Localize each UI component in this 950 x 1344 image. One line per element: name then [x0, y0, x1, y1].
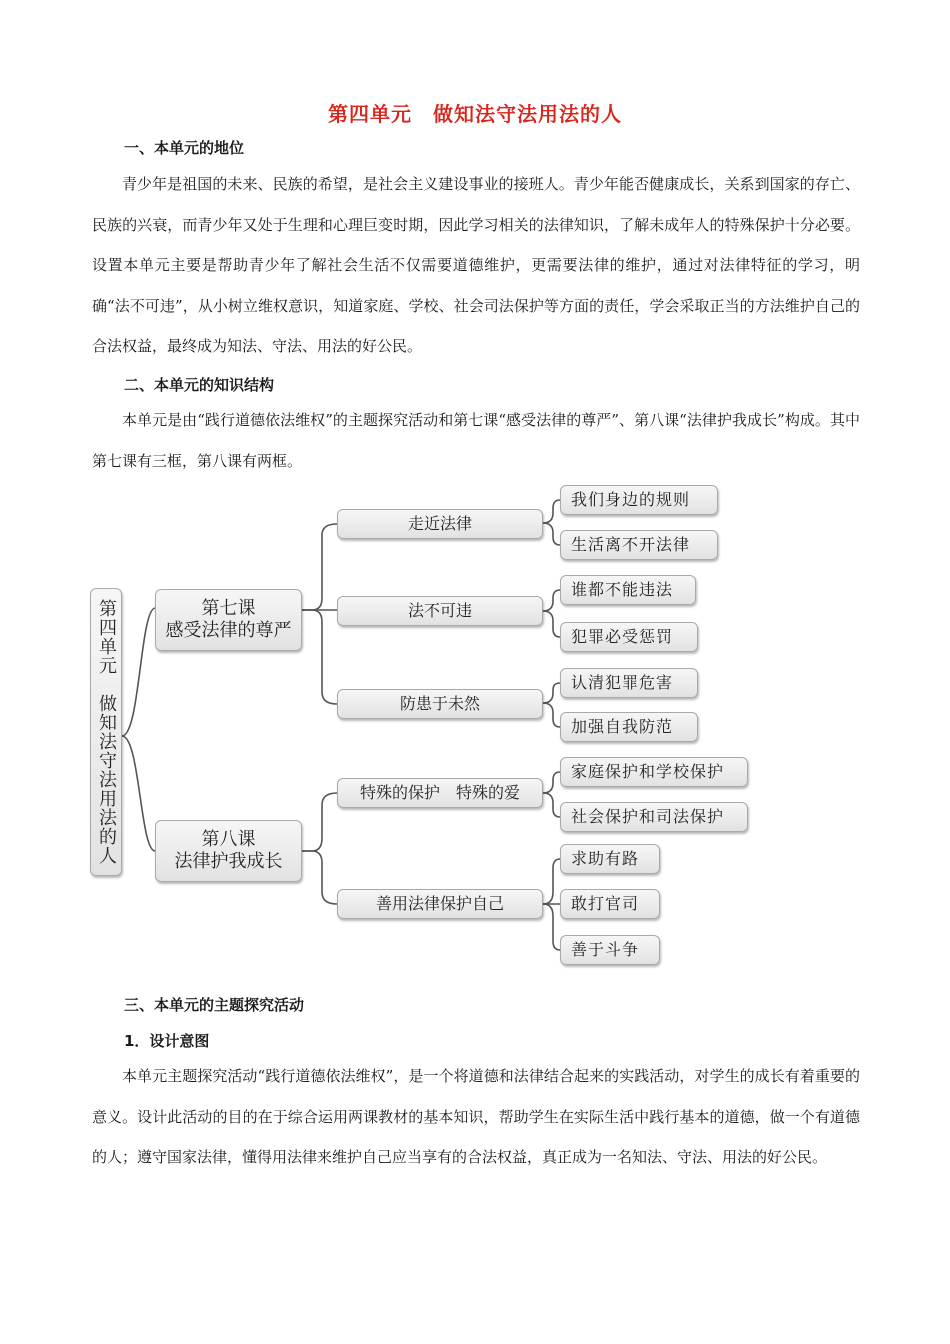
- paragraph-structure: 本单元是由“践行道德依法维权”的主题探究活动和第七课“感受法律的尊严”、第八课“法律护我成长”构成。其中第七课有三框，第八课有两框。: [92, 411, 860, 470]
- leaf-node: 认清犯罪危害: [560, 668, 698, 698]
- frame-node: 走近法律: [337, 509, 543, 539]
- lesson7-name: 感受法律的尊严: [165, 620, 292, 641]
- lesson8-name: 法律护我成长: [174, 851, 283, 872]
- frame-node: 善用法律保护自己: [337, 889, 543, 919]
- leaf-node: 生活离不开法律: [560, 530, 718, 560]
- leaf-node: 加强自我防范: [560, 712, 698, 742]
- frame-node: 特殊的保护 特殊的爱: [337, 778, 543, 808]
- frame-node: 防患于未然: [337, 689, 543, 719]
- leaf-node: 家庭保护和学校保护: [560, 757, 748, 787]
- unit-node: 第四单元 做知法守法用法的人: [90, 588, 122, 876]
- subheading-design-intent: 1．设计意图: [124, 1032, 210, 1050]
- leaf-node: 求助有路: [560, 844, 660, 874]
- unit-title: 第四单元 做知法守法用法的人: [328, 102, 622, 126]
- frame-node: 法不可违: [337, 596, 543, 626]
- leaf-node: 犯罪必受惩罚: [560, 622, 698, 652]
- lesson7-number: 第七课: [201, 598, 256, 619]
- paragraph-design-intent: 本单元主题探究活动“践行道德依法维权”，是一个将道德和法律结合起来的实践活动，对学生的成长有着重要的意义。设计此活动的目的在于综合运用两课教材的基本知识，帮助学生在实际生活中践行基本的道德，做一个有道德的人；遵守国家法律，懂得用法律来维护自己应当享有的合法权益，真正成为一名知法、守法、用法的好公民。: [92, 1067, 860, 1166]
- lesson7-node: [155, 589, 302, 651]
- lesson8-node: [155, 820, 302, 882]
- leaf-node: 敢打官司: [560, 889, 660, 919]
- section-heading-structure: 二、本单元的知识结构: [124, 376, 275, 394]
- leaf-node: 我们身边的规则: [560, 485, 718, 515]
- leaf-node: 善于斗争: [560, 935, 660, 965]
- leaf-node: 谁都不能违法: [560, 575, 696, 605]
- section-heading-activity: 三、本单元的主题探究活动: [124, 996, 305, 1014]
- paragraph-position: 青少年是祖国的未来、民族的希望，是社会主义建设事业的接班人。青少年能否健康成长，关系到国家的存亡、民族的兴衰，而青少年又处于生理和心理巨变时期，因此学习相关的法律知识，了解未成年人的特殊保护十分必要。设置本单元主要是帮助青少年了解社会生活不仅需要道德维护，更需要法律的维护，通过对法律特征的学习，明确“法不可违”，从小树立维权意识，知道家庭、学校、社会司法保护等方面的责任，学会采取正当的方法维护自己的合法权益，最终成为知法、守法、用法的好公民。: [92, 175, 860, 355]
- lesson8-number: 第八课: [201, 829, 256, 850]
- leaf-node: 社会保护和司法保护: [560, 802, 748, 832]
- section-heading-position: 一、本单元的地位: [124, 139, 245, 157]
